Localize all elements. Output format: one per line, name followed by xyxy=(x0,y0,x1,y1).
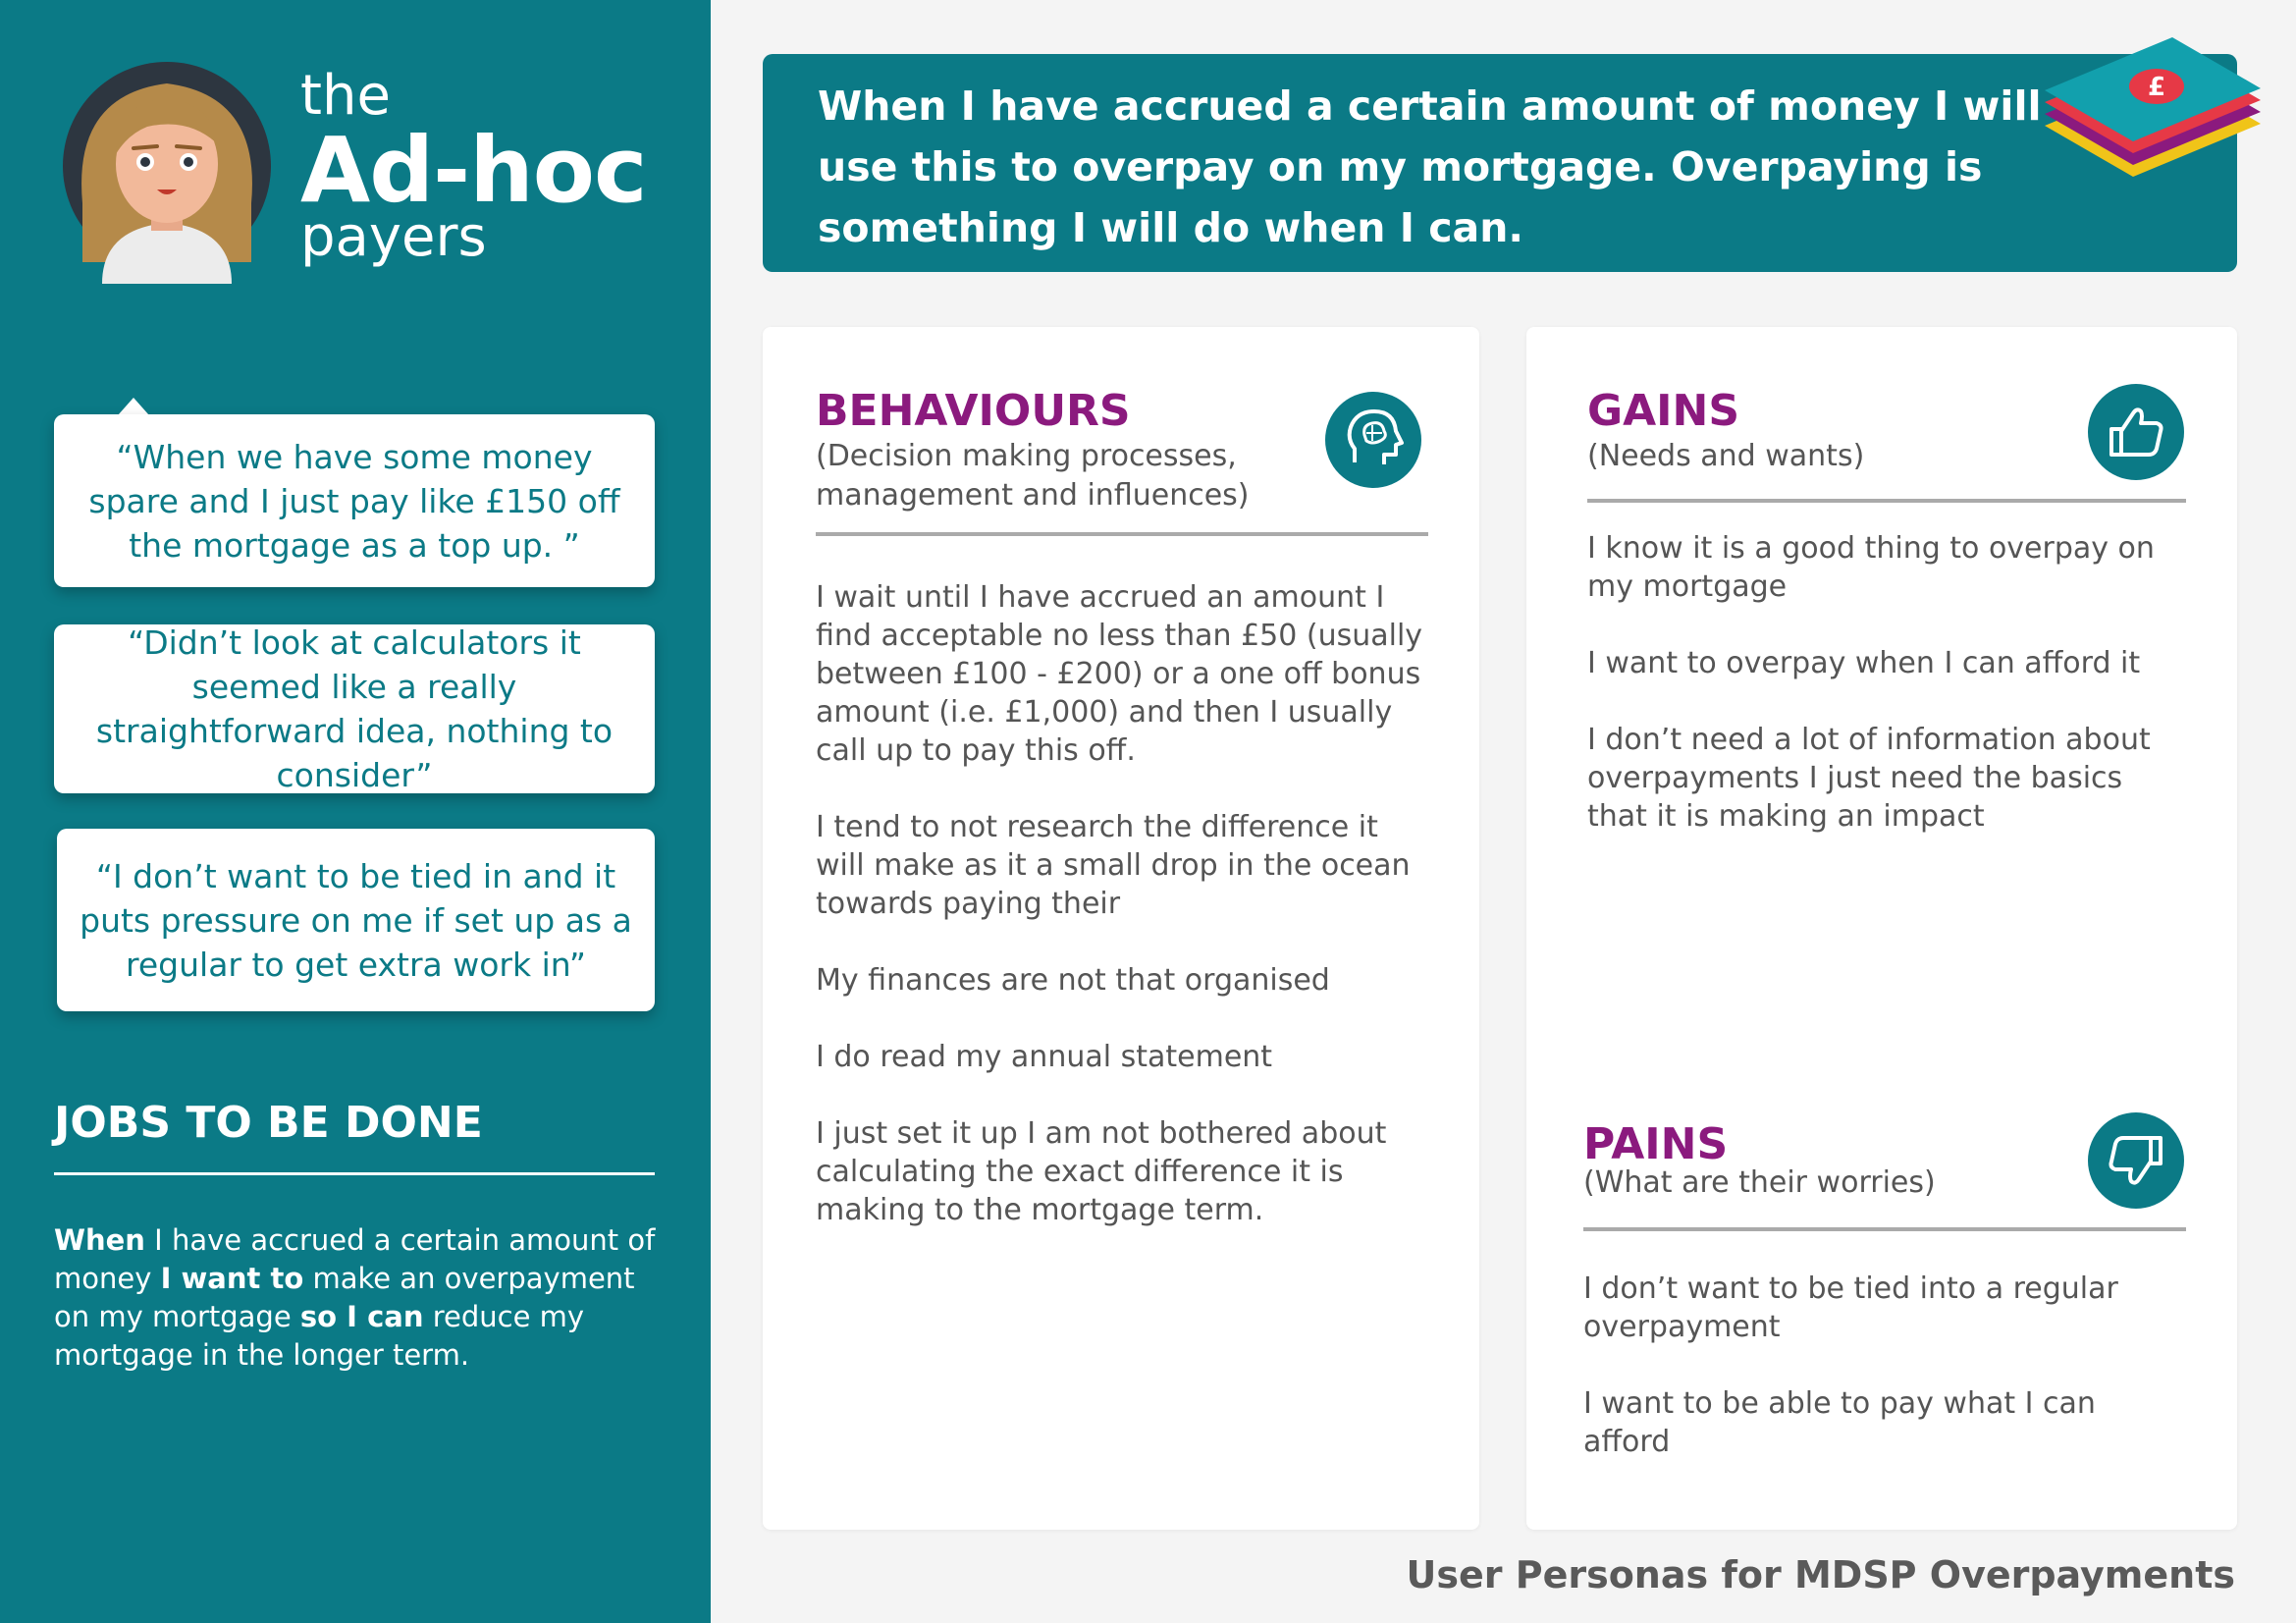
list-item: I want to be able to pay what I can afford xyxy=(1583,1386,2096,1459)
jobs-divider xyxy=(54,1172,655,1175)
summary-banner xyxy=(763,54,2237,272)
banner-text: When I have accrued a certain amount of money I will use this to overpay on my mortgage. Overpaying is something I will do when I can. xyxy=(818,82,2042,251)
list-item: I want to overpay when I can afford it xyxy=(1587,646,2141,680)
pains-subheading: (What are their worries) xyxy=(1583,1165,1936,1200)
brain-icon xyxy=(1325,392,1421,488)
jobs-statement xyxy=(54,1221,663,1375)
sidebar xyxy=(0,0,711,1623)
jobs-when: When xyxy=(54,1223,145,1257)
pains-heading: PAINS xyxy=(1583,1119,1729,1169)
quote-pointer xyxy=(118,398,149,415)
footer-title: User Personas for MDSP Overpayments xyxy=(1406,1553,2235,1596)
list-item: I don’t need a lot of information about overpayments I just need the basics that it is making an impact xyxy=(1587,723,2151,834)
quote-card xyxy=(57,829,655,1011)
quote-text: “When we have some money spare and I just pay like £150 off the mortgage as a top up. ” xyxy=(88,437,620,565)
quote-text: “Didn’t look at calculators it seemed like a really straightforward idea, nothing to consider” xyxy=(95,623,614,794)
persona-title: Ad-hoc xyxy=(300,118,647,223)
persona-title-suffix: payers xyxy=(300,205,487,269)
quote-card xyxy=(54,414,655,587)
gains-pains-card xyxy=(1526,327,2237,1530)
list-item: I know it is a good thing to overpay on my mortgage xyxy=(1587,531,2155,604)
jobs-so: so I can xyxy=(299,1300,424,1333)
list-item: I don’t want to be tied into a regular overpayment xyxy=(1583,1271,2118,1344)
jobs-heading: JOBS TO BE DONE xyxy=(54,1098,483,1148)
gains-subheading: (Needs and wants) xyxy=(1587,439,1865,473)
list-item: I do read my annual statement xyxy=(816,1040,1273,1074)
behaviours-divider xyxy=(816,532,1428,536)
jobs-want: I want to xyxy=(160,1262,304,1295)
pains-list xyxy=(1583,1270,2182,1499)
behaviours-card xyxy=(763,327,1479,1530)
gains-divider xyxy=(1587,499,2186,503)
behaviours-list xyxy=(816,578,1434,1268)
jobs-so-text: reduce my mortgage in the longer term. xyxy=(54,1300,585,1372)
list-item: I wait until I have accrued an amount I find acceptable no less than £50 (usually between £100 - £200) or a one off bonus amount (i.e. £1,000) and then I usually call up to pay this off. xyxy=(816,580,1423,768)
persona-avatar xyxy=(63,56,271,284)
jobs-want-text: make an overpayment on my mortgage xyxy=(54,1262,635,1333)
thumbs-up-icon xyxy=(2088,384,2184,480)
list-item: My finances are not that organised xyxy=(816,963,1330,998)
persona-title-prefix: the xyxy=(300,64,391,128)
list-item: I tend to not research the difference it will make as it a small drop in the ocean towards paying their xyxy=(816,810,1411,921)
jobs-when-text: I have accrued a certain amount of money xyxy=(54,1223,656,1295)
thumbs-down-icon xyxy=(2088,1112,2184,1209)
list-item: I just set it up I am not bothered about calculating the exact difference it is making to the mortgage term. xyxy=(816,1116,1387,1227)
quote-card xyxy=(54,624,655,793)
behaviours-subheading: (Decision making processes, management and influences) xyxy=(816,439,1250,513)
gains-list xyxy=(1587,529,2186,874)
gains-heading: GAINS xyxy=(1587,386,1740,436)
pains-divider xyxy=(1583,1227,2186,1231)
currency-symbol: £ xyxy=(2147,73,2166,102)
quote-text: “I don’t want to be tied in and it puts pressure on me if set up as a regular to get extra work in” xyxy=(80,856,632,984)
behaviours-heading: BEHAVIOURS xyxy=(816,386,1131,436)
money-stack-icon xyxy=(2035,29,2270,202)
